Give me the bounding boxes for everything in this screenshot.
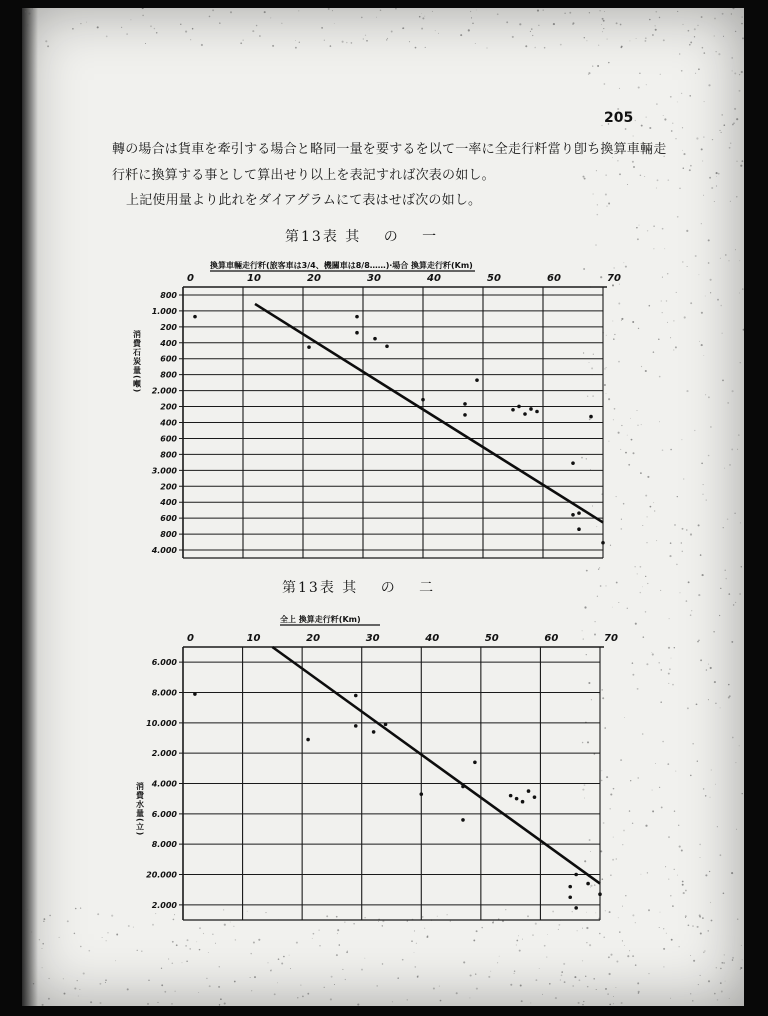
body-text-line-3: 上記使用量より此れをダイアグラムにて表はせば次の如し。 <box>126 193 482 208</box>
chart-1-y-tick-label: 800 <box>160 370 177 380</box>
chart-2-data-point <box>306 738 310 742</box>
chart-1-y-tick-label: 600 <box>160 434 177 444</box>
chart-1-y-axis-label: 消費石炭量(噸) <box>132 330 142 394</box>
chart-2-y-tick-label: 8.000 <box>151 840 177 850</box>
chart-1-y-tick-label: 200 <box>160 402 177 412</box>
chart-2-x-tick-label: 50 <box>484 633 499 644</box>
body-text-line-1: 轉の場合は貨車を牽引する場合と略同一量を要するを以て一率に全走行粁當り卽ち換算車輛走 <box>112 142 667 157</box>
chart-1-y-tick-label: 2.000 <box>151 386 177 396</box>
chart-1-x-tick-label: 20 <box>307 273 321 284</box>
chart-2-x-tick-label: 40 <box>425 633 440 644</box>
chart-2-data-point <box>461 818 465 822</box>
chart-2-x-tick-label: 20 <box>306 633 321 644</box>
chart-2-data-point <box>461 785 465 789</box>
chart-2-data-point <box>354 694 358 698</box>
chart-1-y-tick-label: 600 <box>160 354 177 364</box>
chart-2-data-point <box>419 792 423 796</box>
chart-2-data-point <box>533 795 537 799</box>
chart-2-y-tick-label: 20.000 <box>146 870 177 880</box>
chart-2-data-point <box>193 692 197 696</box>
page-number: 205 <box>604 110 634 126</box>
chart-2-y-tick-label: 8.000 <box>151 688 177 698</box>
chart-2-y-tick-label: 2.000 <box>151 749 177 759</box>
chart-1-x-tick-label: 70 <box>607 273 621 284</box>
chart-2-y-tick-label: 6.000 <box>151 809 177 819</box>
chart-2-data-point <box>568 895 572 899</box>
chart-1-y-tick-label: 400 <box>160 418 177 428</box>
chart-2-data-point <box>568 885 572 889</box>
chart-1-y-tick-label: 600 <box>160 514 177 524</box>
chart-2-y-tick-label: 4.000 <box>151 779 177 789</box>
chart-1-y-tick-label: 200 <box>160 322 177 332</box>
chart-1-x-tick-label: 50 <box>487 273 501 284</box>
chart-1-x-tick-label: 10 <box>247 273 261 284</box>
chart-2-data-point <box>521 800 525 804</box>
chart-2-x-tick-label: 70 <box>604 633 618 644</box>
chart-1-y-tick-label: 1.000 <box>151 306 177 316</box>
chart-1-x-tick-label: 40 <box>427 273 441 284</box>
chart-2-data-point <box>354 724 358 728</box>
chart-2-data-point <box>527 789 531 793</box>
chart-2-trend-line <box>272 647 600 884</box>
chart-1-y-tick-label: 4.000 <box>151 546 177 556</box>
chart-1-x-axis-label: 換算車輛走行粁(旅客車は3/4、機關車は8/8……)‧場合 換算走行粁(Km) <box>210 261 473 270</box>
chart-2-data-point <box>509 794 513 798</box>
chart-2-title: 第13表 其 の 二 <box>282 580 436 596</box>
chart-1-y-tick-label: 400 <box>160 498 177 508</box>
chart-1-y-tick-label: 400 <box>160 338 177 348</box>
chart-2-y-tick-label: 10.000 <box>146 718 177 728</box>
chart-2-x-tick-label: 60 <box>544 633 559 644</box>
chart-2-data-point <box>473 760 477 764</box>
body-text-line-2: 行粁に換算する事として算出せり以上を表記すれば次表の如し。 <box>112 168 495 183</box>
chart-2-y-axis-label: 消費水量(立) <box>135 782 145 837</box>
chart-1-y-tick-label: 800 <box>160 450 177 460</box>
chart-1-y-tick-label: 800 <box>160 530 177 540</box>
chart-2-data-point <box>515 797 519 801</box>
chart-1-y-tick-label: 200 <box>160 482 177 492</box>
chart-2-data-point <box>384 723 388 727</box>
chart-2-x-tick-label: 0 <box>187 633 194 644</box>
chart-1-x-tick-label: 60 <box>547 273 561 284</box>
chart-1-x-tick-label: 30 <box>367 273 381 284</box>
chart-2-x-tick-label: 30 <box>365 633 380 644</box>
chart-2-data-point <box>598 892 602 896</box>
chart-1-y-tick-label: 3.000 <box>151 466 177 476</box>
chart-2-data-point <box>372 730 376 734</box>
chart-2-x-axis-label: 全上 換算走行粁(Km) <box>280 615 361 624</box>
chart-2-y-tick-label: 2.000 <box>151 900 177 910</box>
chart-1-x-tick-label: 0 <box>187 273 194 284</box>
chart-2-y-tick-label: 6.000 <box>151 658 177 668</box>
chart-2-data-point <box>574 906 578 910</box>
chart-2-x-tick-label: 10 <box>246 633 261 644</box>
chart-2-data-point <box>586 882 590 886</box>
chart-1-title: 第13表 其 の 一 <box>285 229 439 245</box>
chart-1-y-tick-label: 800 <box>160 290 177 300</box>
chart-2-data-point <box>574 873 578 877</box>
